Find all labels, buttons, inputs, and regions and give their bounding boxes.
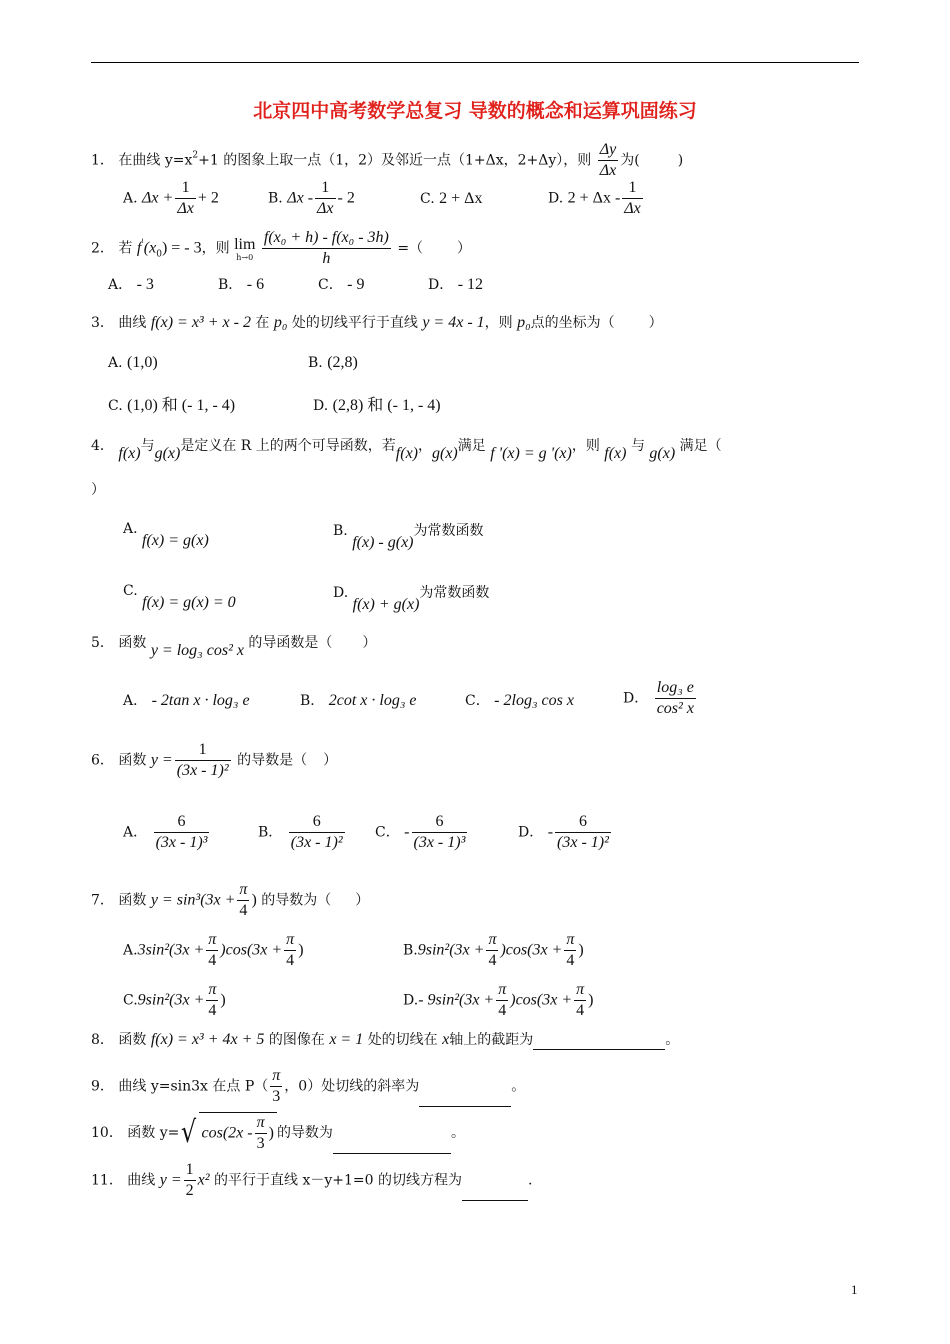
page-number: 1 [851, 1282, 858, 1297]
q9-answer-blank[interactable] [419, 1092, 511, 1107]
q10-answer-blank[interactable] [333, 1139, 451, 1154]
q6-option-b: B． $\frac{6}{\text{(3x - 1)²}}$ [258, 813, 343, 851]
q2-limit: lim h→0 [234, 235, 256, 262]
q1-option-a: A. Δx + $\frac{1}{\Delta x}$ + 2 [123, 179, 219, 217]
q5-option-d: D． $\frac{\text{log₃ e}}{\text{cos² x}}$ [623, 679, 694, 717]
q2-option-d: D． - 12 [428, 276, 484, 293]
question-5: 5． 函数 y = log₃ cos² x 的导函数是（ ） [91, 635, 377, 659]
q1-text-c: 为( [620, 152, 640, 169]
q10-sqrt: √ cos(2x - $\frac{\pi}{3}$ ) [179, 1112, 277, 1154]
question-1 [91, 140, 683, 181]
question-11: 11． 曲线 y = $\frac{1}{2}$ x² 的平行于直线 x－y+1=0 的切线方程为 . [91, 1161, 533, 1199]
q7-option-c: C.9sin²(3x + $\frac{\pi}{4}$ ) [123, 981, 226, 1019]
q4-option-c: C. f(x) = g(x) = 0 [123, 583, 236, 611]
q7-option-a: A.3sin²(3x + $\frac{\pi}{4}$ )cos(3x + $\frac{\pi}{4}$ ) [123, 931, 304, 969]
q2-option-b: B． - 6 [218, 276, 265, 293]
page-title: 北京四中高考数学总复习 导数的概念和运算巩固练习 [253, 100, 697, 122]
q1-text-a: 在曲线 y=x [118, 152, 193, 169]
q4-paren: ） [91, 482, 105, 498]
question-8: 8． 函数 f(x) = x³ + 4x + 5 的图像在 x = 1 处的切线在 x轴上的截距为 。 [91, 1031, 680, 1048]
q7-option-b: B.9sin²(3x + $\frac{\pi}{4}$ )cos(3x + $\frac{\pi}{4}$ ) [403, 931, 584, 969]
question-2: 2． 若 $f'(x_0)$ = - 3，则 lim h→0 $\frac{\text{f(x₀ + h) - f(x₀ - 3h)}}{h}$ =（ ） [91, 229, 472, 267]
header-rule [91, 62, 859, 63]
q5-option-a: A． - 2tan x · log₃ e [123, 692, 250, 709]
q11-answer-blank[interactable] [462, 1186, 528, 1201]
q8-answer-blank[interactable] [533, 1035, 665, 1050]
q7-option-d: D.- 9sin²(3x + $\frac{\pi}{4}$ )cos(3x + $\frac{\pi}{4}$ ) [403, 981, 594, 1019]
q3-option-a: A. (1,0) [108, 354, 158, 371]
q2-option-c: C． - 9 [318, 276, 365, 293]
q3-option-d: D. (2,8) 和 (- 1, - 4) [313, 397, 441, 414]
q5-option-b: B． 2cot x · log₃ e [300, 692, 417, 709]
question-6: 6． 函数 y = $\frac{1}{\text{(3x - 1)²}}$ 的导数是（ ） [91, 741, 338, 779]
q3-option-b: B. (2,8) [308, 354, 358, 371]
question-7: 7． 函数 y = sin³(3x + $\frac{\pi}{4}$ ) 的导数为（ ） [91, 881, 370, 919]
q1-option-c: C. 2 + Δx [420, 190, 483, 207]
q1-number: 1． [91, 152, 114, 169]
q1-text-b: +1 的图象上取一点（1，2）及邻近一点（1+Δx，2+Δy），则 [198, 152, 592, 169]
q4-option-d: D. f(x) + g(x)为常数函数 [333, 585, 490, 613]
q1-option-d: D. 2 + Δx - $\frac{1}{\Delta x}$ [548, 179, 641, 217]
q1-paren: ) [677, 152, 684, 169]
q6-option-d: D． - $\frac{6}{\text{(3x - 1)²}}$ [518, 813, 609, 851]
q1-option-b: B. Δx - $\frac{1}{\Delta x}$ - 2 [268, 179, 355, 217]
question-3: 3． 曲线 f(x) = x³ + x - 2 在 p₀ 处的切线平行于直线 y = 4x - 1，则 p₀点的坐标为（ ） [91, 314, 663, 331]
q1-fraction: $\frac{\Delta y}{\Delta x}$ [599, 141, 617, 179]
question-9: 9． 曲线 y=sin3x 在点 P（ $\frac{\pi}{3}$ ，0）处切线的斜率为 。 [91, 1067, 526, 1105]
q5-option-c: C． - 2log₃ cos x [465, 692, 574, 709]
q1-sup: 2 [192, 150, 199, 161]
q2-option-a: A． - 3 [108, 276, 154, 293]
q6-option-a: A． $\frac{6}{\text{(3x - 1)³}}$ [123, 813, 208, 851]
question-10: 10． 函数 y=√ cos(2x - $\frac{\pi}{3}$ ) 的导数为 。 [91, 1114, 465, 1152]
q6-fraction: $\frac{1}{\text{(3x - 1)²}}$ [176, 741, 229, 779]
q3-option-c: C. (1,0) 和 (- 1, - 4) [108, 397, 236, 414]
q4-option-a: A. f(x) = g(x) [123, 521, 209, 549]
q6-option-c: C． - $\frac{6}{\text{(3x - 1)³}}$ [375, 813, 466, 851]
q4-option-b: B. f(x) - g(x)为常数函数 [333, 523, 484, 551]
question-4: 4． f(x)与g(x)是定义在 R 上的两个可导函数，若f(x)，g(x)满足 f '(x) = g '(x)，则 f(x) 与 g(x) 满足（ [91, 438, 722, 462]
q2-fraction: $\frac{\text{f(x₀ + h) - f(x₀ - 3h)}}{h}$ [263, 229, 389, 267]
